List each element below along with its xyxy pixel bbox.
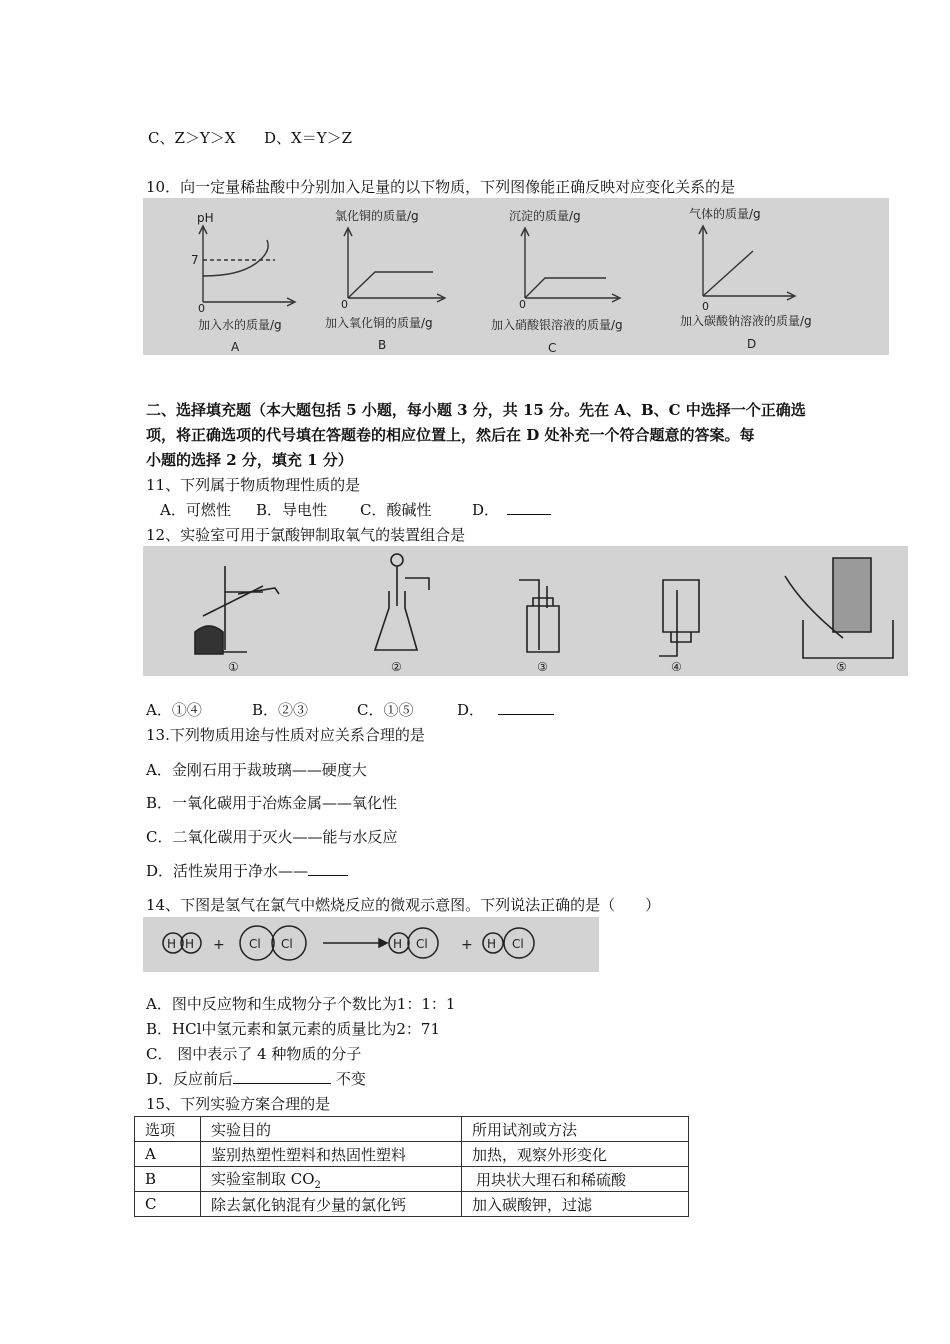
apparatus-3 <box>519 580 559 652</box>
h2-atom-2-label: H <box>185 937 195 951</box>
q11-option-c: C．酸碱性 <box>360 501 432 519</box>
apparatus-1 <box>195 566 279 654</box>
graph-b-origin: 0 <box>341 298 348 311</box>
h2-atom-1-label: H <box>167 937 177 951</box>
hcl1-cl-label: Cl <box>416 937 428 951</box>
graph-d-ylabel: 气体的质量/g <box>689 207 761 221</box>
graph-b-xlabel: 加入氧化铜的质量/g <box>325 316 433 330</box>
table-cell: B <box>135 1167 201 1192</box>
graph-c-letter: C <box>548 341 557 355</box>
q12-apparatus-svg <box>143 546 908 676</box>
q12-option-c: C．①⑤ <box>357 701 414 719</box>
apparatus-5-label: ⑤ <box>836 660 847 674</box>
graph-c <box>521 228 620 302</box>
table-cell: A <box>135 1142 201 1167</box>
graph-d <box>699 226 795 300</box>
cl2-atom-1-label: Cl <box>249 937 261 951</box>
q12-stem: 12、实验室可用于氯酸钾制取氧气的装置组合是 <box>146 526 466 544</box>
q10-stem: 10．向一定量稀盐酸中分别加入足量的以下物质，下列图像能正确反映对应变化关系的是 <box>146 178 736 196</box>
reaction-arrow <box>323 939 387 947</box>
section2-line3: 小题的选择 2 分，填充 1 分） <box>146 451 353 469</box>
apparatus-3-label: ③ <box>537 660 548 674</box>
graph-c-ylabel: 沉淀的质量/g <box>509 209 581 223</box>
q14-reaction-figure <box>143 917 599 972</box>
q12-answer-blank <box>498 700 554 715</box>
table-row <box>135 1167 689 1192</box>
graph-c-origin: 0 <box>519 298 526 311</box>
q12-option-a: A．①④ <box>146 701 202 719</box>
table-cell: 鉴别热塑性塑料和热固性塑料 <box>201 1142 462 1167</box>
graph-d-origin: 0 <box>702 300 709 313</box>
q14-option-a: A．图中反应物和生成物分子个数比为1：1：1 <box>146 995 456 1013</box>
table-cell: 加热，观察外形变化 <box>462 1142 689 1167</box>
q14-option-b: B．HCl中氢元素和氯元素的质量比为2：71 <box>146 1020 441 1038</box>
q15-stem: 15、下列实验方案合理的是 <box>146 1095 331 1113</box>
cl2-atom-2-label: Cl <box>281 937 293 951</box>
q11-answer-blank <box>507 500 551 515</box>
table-cell: 实验室制取 $CO_2$ <box>201 1167 462 1192</box>
q12-option-d: D． <box>457 700 554 720</box>
hcl2-h-label: H <box>487 937 497 951</box>
table-row <box>135 1192 689 1217</box>
q9-option-c: C、Z＞Y＞X <box>148 129 236 147</box>
q11-option-a: A．可燃性 <box>160 501 231 519</box>
graph-a-ylabel: pH <box>197 211 214 225</box>
q14-option-c: C． 图中表示了 4 种物质的分子 <box>146 1045 362 1063</box>
table-header-cell: 选项 <box>135 1117 201 1142</box>
q12-apparatus-figure <box>143 546 908 676</box>
graph-c-xlabel: 加入硝酸银溶液的质量/g <box>491 318 623 332</box>
graph-b-ylabel: 氯化铜的质量/g <box>335 209 419 223</box>
q14-stem: 14、下图是氢气在氯气中燃烧反应的微观示意图。下列说法正确的是（ ） <box>146 896 661 914</box>
table-cell: 用块状大理石和稀硫酸 <box>462 1167 689 1192</box>
apparatus-2 <box>375 554 429 650</box>
hcl2-cl-label: Cl <box>512 937 524 951</box>
q13-option-d: D．活性炭用于净水—— <box>146 861 348 881</box>
graph-a-letter: A <box>231 340 240 354</box>
q13-stem: 13.下列物质用途与性质对应关系合理的是 <box>146 726 425 744</box>
table-header-cell: 实验目的 <box>201 1117 462 1142</box>
q11-stem: 11、下列属于物质物理性质的是 <box>146 476 361 494</box>
q14-answer-blank <box>233 1069 331 1084</box>
table-row <box>135 1142 689 1167</box>
graph-d-xlabel: 加入碳酸钠溶液的质量/g <box>680 314 812 328</box>
table-cell: 除去氯化钠混有少量的氯化钙 <box>201 1192 462 1217</box>
table-header-row <box>135 1117 689 1142</box>
apparatus-2-label: ② <box>391 660 402 674</box>
hcl1-h-label: H <box>393 937 403 951</box>
table-cell: 加入碳酸钾，过滤 <box>462 1192 689 1217</box>
q11-option-b: B．导电性 <box>256 501 328 519</box>
q14-reaction-svg <box>143 917 599 972</box>
graph-b-letter: B <box>378 338 387 352</box>
plus-1: + <box>213 937 225 953</box>
table-header-cell: 所用试剂或方法 <box>462 1117 689 1142</box>
graph-b <box>344 228 445 302</box>
q13-option-b: B．一氧化碳用于冶炼金属——氧化性 <box>146 794 398 812</box>
table-cell: C <box>135 1192 201 1217</box>
graph-a-xlabel: 加入水的质量/g <box>198 318 282 332</box>
q9-option-d: D、X＝Y＞Z <box>264 129 353 147</box>
plus-2: + <box>461 937 473 953</box>
graph-a <box>199 226 295 306</box>
q15-table <box>134 1116 689 1217</box>
section2-line1: 二、选择填充题（本大题包括 5 小题，每小题 3 分，共 15 分。先在 A、B、C 中选择一个正确选 <box>146 401 806 419</box>
q13-option-a: A．金刚石用于裁玻璃——硬度大 <box>146 761 367 779</box>
q10-graphs-figure <box>143 198 889 355</box>
apparatus-4-label: ④ <box>671 660 682 674</box>
graph-d-letter: D <box>747 337 757 351</box>
graph-a-ytick: 7 <box>191 253 199 267</box>
q14-option-d: D．反应前后 不变 <box>146 1070 366 1088</box>
q10-graphs-svg <box>143 198 889 355</box>
q13-answer-blank <box>308 861 348 876</box>
section2-line2: 项，将正确选项的代号填在答题卷的相应位置上，然后在 D 处补充一个符合题意的答案。每 <box>146 426 755 444</box>
apparatus-4 <box>659 580 699 656</box>
q13-option-c: C．二氧化碳用于灭火——能与水反应 <box>146 828 398 846</box>
q11-option-d: D． <box>472 500 551 520</box>
apparatus-1-label: ① <box>228 660 239 674</box>
graph-a-origin: 0 <box>198 302 205 315</box>
apparatus-5 <box>785 558 893 658</box>
q12-option-b: B．②③ <box>252 701 309 719</box>
